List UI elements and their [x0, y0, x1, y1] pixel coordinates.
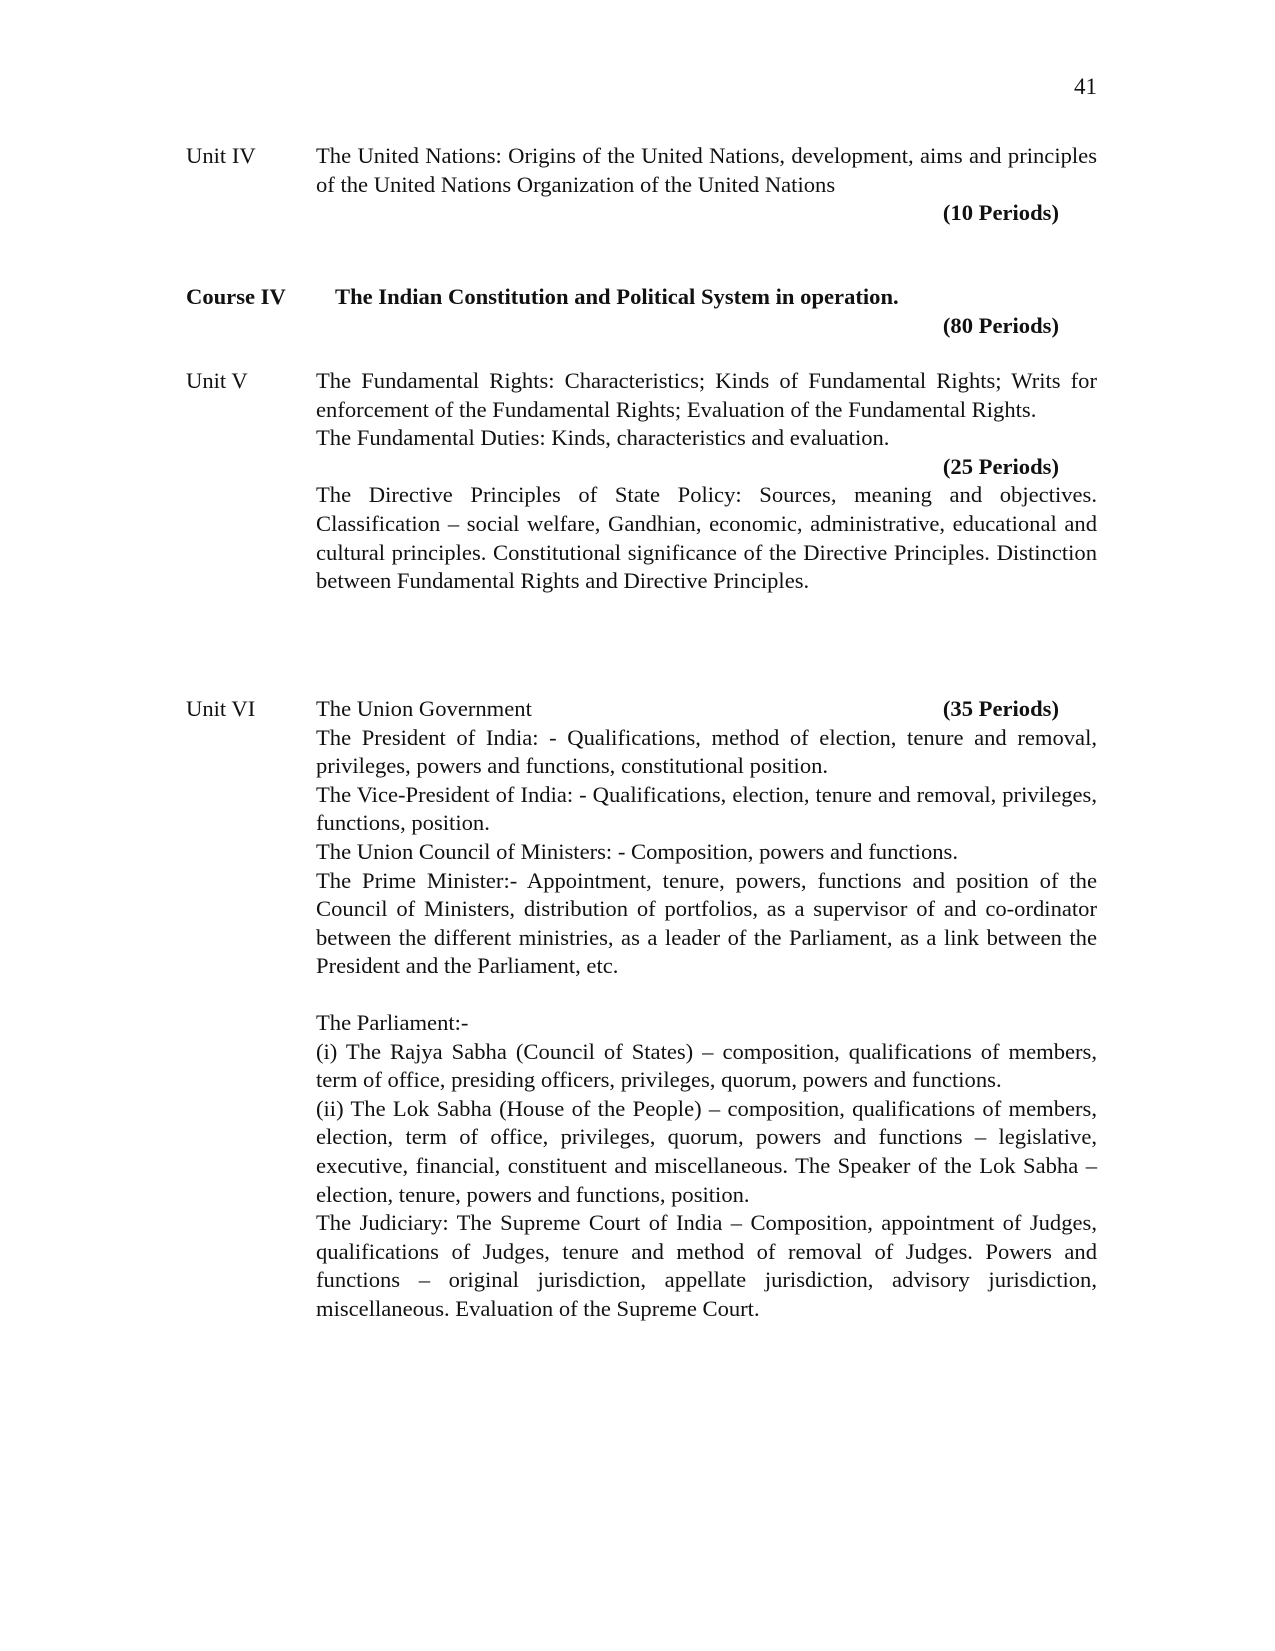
council-of-ministers-text: The Union Council of Ministers: - Composition, powers and functions.: [316, 838, 958, 864]
fundamental-rights-text: The Fundamental Rights: Characteristics; Kinds of Fundamental Rights; Writs for enforcement of the Fundamental Rights; Evaluation of the Fundamental Rights.: [316, 368, 1097, 422]
prime-minister-text: The Prime Minister:- Appointment, tenure, powers, functions and position of the Council of Ministers, distribution of portfolios, as a supervisor of and co-ordinator between the different ministries, as a leader of the Parliament, as a link between the President and the Parliament, etc.: [316, 867, 1097, 979]
parliament-heading: The Parliament:-: [316, 1009, 469, 1035]
union-government-heading: The Union Government: [316, 696, 532, 721]
directive-principles-text: The Directive Principles of State Policy: Sources, meaning and objectives. Classification – social welfare, Gandhian, economic, administrative, educational and cultural principles. Constitutional significance of the Directive Principles. Distinction between Fundamental Rights and Directive Principles.: [316, 482, 1097, 594]
vice-president-text: The Vice-President of India: - Qualifications, election, tenure and removal, privileges, functions, position.: [316, 781, 1097, 836]
lok-sabha-text: (ii) The Lok Sabha (House of the People) – composition, qualifications of members, election, term of office, privileges, quorum, powers and functions – legislative, executive, financial, constituent and miscellaneous. The Speaker of the Lok Sabha – election, tenure, powers and functions, position.: [316, 1095, 1097, 1207]
course-iv-title: The Indian Constitution and Political System in operation.: [335, 284, 899, 309]
unit-vi-periods: (35 Periods): [942, 696, 1059, 721]
unit-vi-label: Unit VI: [186, 696, 256, 721]
fundamental-duties-text: The Fundamental Duties: Kinds, characteristics and evaluation.: [316, 425, 890, 451]
page-number: 41: [1074, 74, 1097, 99]
unit-v-label: Unit V: [186, 368, 248, 393]
unit-iv-periods: (10 Periods): [942, 200, 1059, 226]
course-iv-label: Course IV: [186, 284, 286, 309]
unit-v-periods: (25 Periods): [942, 453, 1059, 479]
course-iv-periods: (80 Periods): [942, 312, 1059, 338]
president-text: The President of India: - Qualifications, method of election, tenure and removal, privileges, powers and functions, constitutional position.: [316, 724, 1097, 779]
unit-vi-heading-row: [316, 695, 1097, 724]
rajya-sabha-text: (i) The Rajya Sabha (Council of States) – composition, qualifications of members, term of office, presiding officers, privileges, quorum, powers and functions.: [316, 1038, 1097, 1093]
judiciary-text: The Judiciary: The Supreme Court of India – Composition, appointment of Judges, qualifications of Judges, tenure and method of removal of Judges. Powers and functions – original jurisdiction, appellate jurisdiction, advisory jurisdiction, miscellaneous. Evaluation of the Supreme Court.: [316, 1210, 1097, 1321]
unit-iv-text: The United Nations: Origins of the United Nations, development, aims and principles of the United Nations Organization of the United Nations: [316, 143, 1097, 197]
unit-iv-label: Unit IV: [186, 143, 256, 168]
